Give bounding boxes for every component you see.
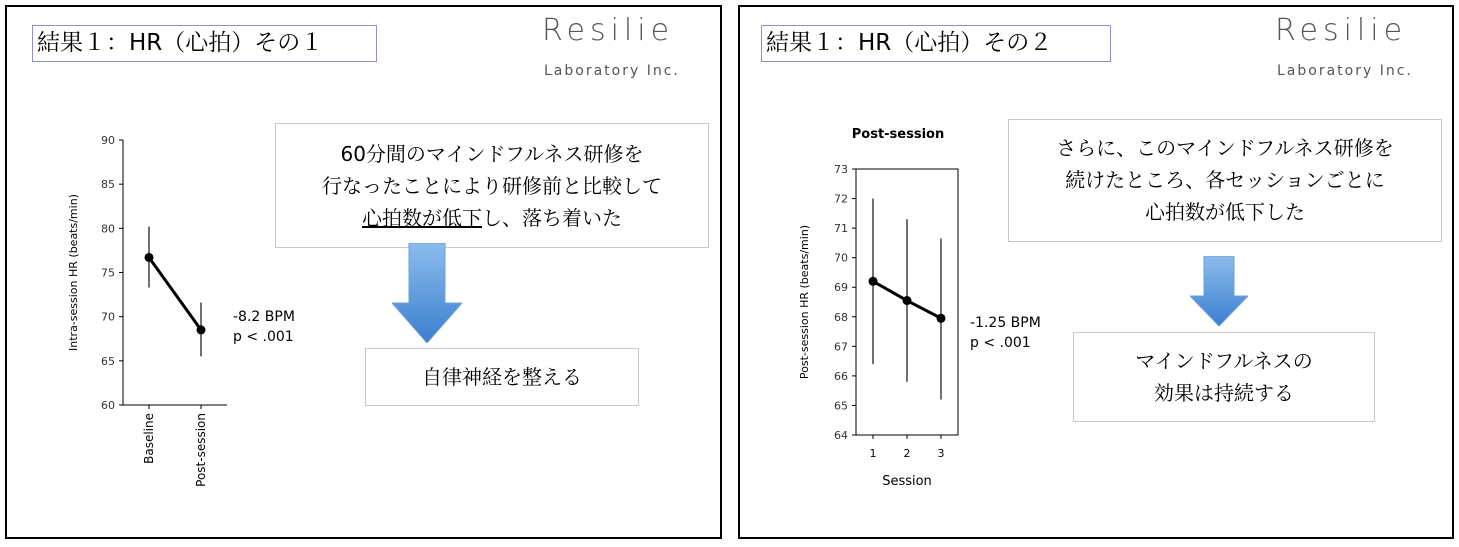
data-point — [145, 253, 154, 262]
annotation — [233, 307, 295, 347]
result-line: マインドフルネスの — [1135, 349, 1313, 373]
y-tick-label: 90 — [101, 134, 115, 147]
y-tick-label: 68 — [834, 310, 848, 324]
down-arrow-icon — [1190, 256, 1248, 326]
y-tick-label: 64 — [834, 429, 848, 442]
bpm-difference: -1.25 BPM — [970, 315, 1041, 331]
message-line: 心拍数が低下した — [1145, 200, 1305, 224]
y-tick-label: 69 — [834, 281, 848, 295]
x-tick-label: 1 — [869, 447, 877, 460]
y-tick-label: 72 — [834, 192, 848, 206]
y-tick-label: 80 — [101, 222, 115, 236]
underlined-text: 心拍数が低下 — [362, 206, 482, 230]
y-tick-label: 85 — [101, 178, 115, 192]
chart-post-session — [790, 119, 980, 499]
x-tick-label: Post-session — [194, 413, 208, 487]
result-line: 効果は持続する — [1154, 381, 1294, 405]
data-point — [903, 296, 912, 305]
result-box — [1073, 332, 1375, 422]
resilie-logo: Resilie — [542, 13, 675, 48]
message-line: 60分間のマインドフルネス研修を — [340, 142, 644, 166]
data-point — [937, 314, 946, 323]
slide-1 — [5, 5, 722, 539]
result-box: 自律神経を整える — [365, 348, 639, 406]
down-arrow-icon — [392, 243, 462, 343]
y-axis-label: Intra-session HR (beats/min) — [67, 194, 80, 351]
chart-title: Post-session — [851, 127, 945, 142]
logo-subtitle: Laboratory Inc. — [1277, 63, 1413, 79]
y-tick-label: 65 — [834, 399, 848, 413]
y-tick-label: 70 — [834, 251, 848, 265]
y-tick-label: 60 — [101, 399, 115, 412]
resilie-logo: Resilie — [1275, 13, 1408, 48]
logo-subtitle: Laboratory Inc. — [544, 63, 680, 79]
message-box — [1008, 119, 1442, 242]
p-value: p < .001 — [233, 329, 294, 345]
data-point — [197, 325, 206, 334]
y-axis-label: Post-session HR (beats/min) — [798, 224, 811, 380]
message-line: さらに、このマインドフルネス研修を — [1056, 136, 1394, 160]
annotation — [970, 313, 1041, 353]
message-line: 行なったことにより研修前と比較して — [322, 174, 662, 198]
y-tick-label: 75 — [101, 266, 115, 280]
data-point — [869, 277, 878, 286]
y-tick-label: 73 — [834, 163, 848, 176]
series-line — [149, 257, 201, 329]
y-tick-label: 71 — [834, 222, 848, 236]
bpm-difference: -8.2 BPM — [233, 309, 295, 325]
slide-title: 結果１：HR（心拍）その２ — [761, 25, 1111, 62]
x-tick-label: 3 — [937, 447, 945, 460]
x-axis-label: Session — [882, 474, 932, 489]
y-tick-label: 67 — [834, 340, 848, 354]
chart-baseline-vs-post — [55, 125, 255, 515]
message-line: 続けたところ、各セッションごとに — [1065, 168, 1385, 192]
message-box — [275, 123, 709, 248]
x-tick-label: Baseline — [142, 413, 156, 464]
slide-2 — [738, 5, 1454, 539]
x-tick-label: 2 — [903, 447, 911, 460]
y-tick-label: 66 — [834, 369, 848, 383]
y-tick-label: 70 — [101, 310, 115, 324]
p-value: p < .001 — [970, 335, 1031, 351]
y-tick-label: 65 — [101, 354, 115, 368]
slide-title: 結果１：HR（心拍）その１ — [32, 25, 377, 62]
message-line: 心拍数が低下し、落ち着いた — [362, 206, 622, 230]
